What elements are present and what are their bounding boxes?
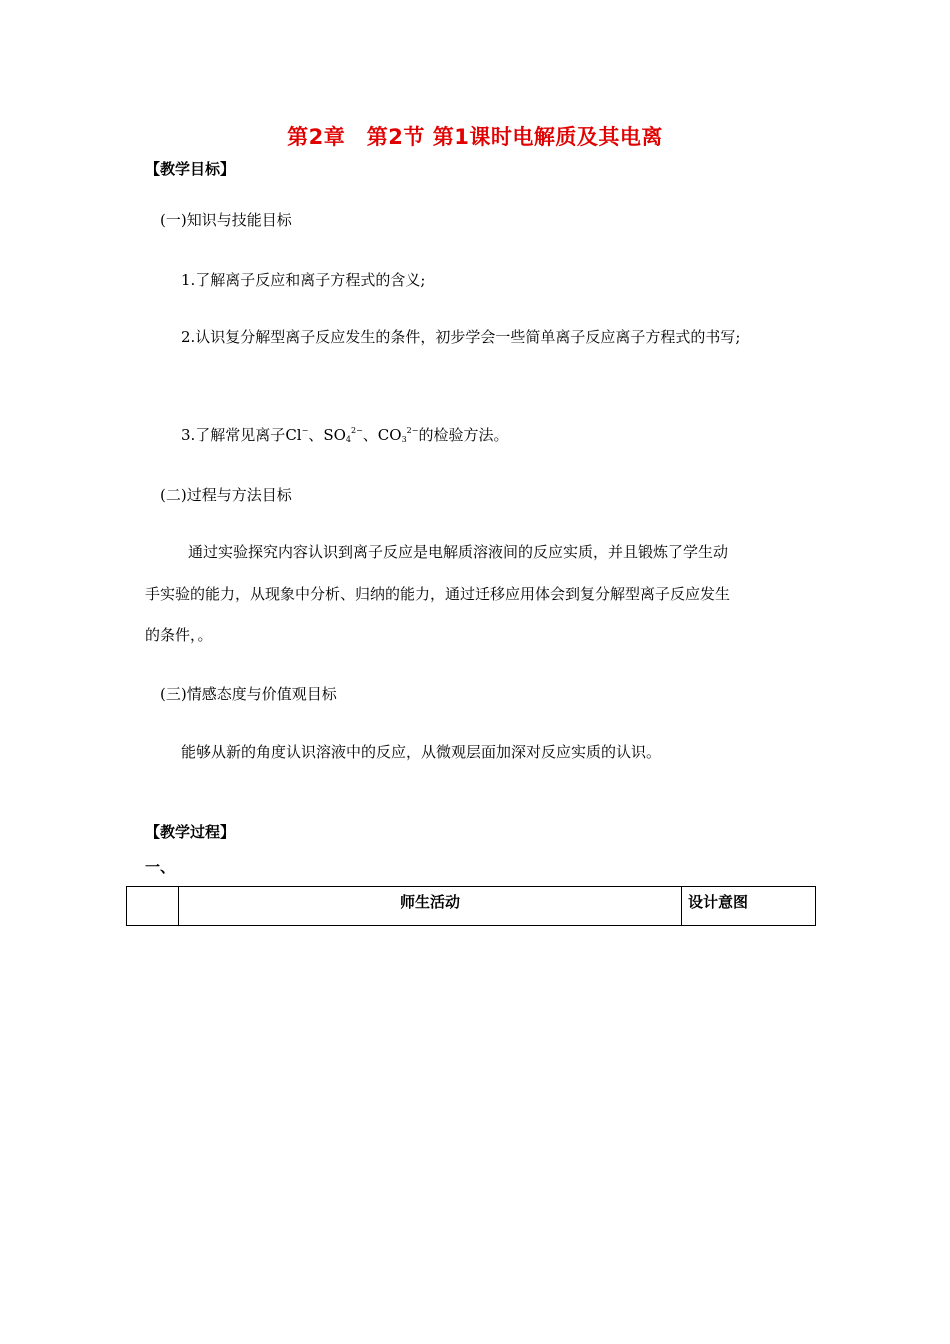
emotion-values-label: (三)情感态度与价值观目标 xyxy=(160,685,337,703)
ion-carbonate-subscript: 3 xyxy=(401,435,407,444)
ion-chloride: Cl xyxy=(285,426,302,444)
goal-item-3-prefix: 3.了解常见离子 xyxy=(181,426,286,444)
goal-item-2: 2.认识复分解型离子反应发生的条件，初步学会一些简单离子反应离子方程式的书写; xyxy=(181,328,741,346)
ion-sulfate: SO xyxy=(323,426,346,444)
knowledge-skills-label: (一)知识与技能目标 xyxy=(160,211,292,229)
goal-item-1: 1.了解离子反应和离子方程式的含义; xyxy=(181,271,426,289)
table-header-activities: 师生活动 xyxy=(179,887,682,926)
teaching-goals-heading: 【教学目标】 xyxy=(145,160,236,178)
table-header-design-intent: 设计意图 xyxy=(682,887,816,926)
process-method-line-2: 手实验的能力，从现象中分析、归纳的能力，通过迁移应用体会到复分解型离子反应发生 xyxy=(145,585,731,603)
table-header-cell-empty xyxy=(127,887,179,926)
activity-table xyxy=(126,886,816,926)
goal-item-3 xyxy=(181,425,508,446)
separator: 、 xyxy=(308,426,324,444)
process-method-label: (二)过程与方法目标 xyxy=(160,486,292,504)
ion-carbonate: CO xyxy=(377,426,402,444)
process-method-line-1: 通过实验探究内容认识到离子反应是电解质溶液间的反应实质，并且锻炼了学生动 xyxy=(188,543,729,561)
table-row xyxy=(127,887,816,926)
section-number: 一、 xyxy=(145,858,176,876)
goal-item-3-suffix: 的检验方法。 xyxy=(418,426,509,444)
ion-chloride-charge: − xyxy=(301,426,309,435)
page-title: 第2章 第2节 第1课时电解质及其电离 xyxy=(287,125,663,149)
ion-sulfate-subscript: 4 xyxy=(345,435,351,444)
separator: 、 xyxy=(362,426,378,444)
process-method-line-3: 的条件，。 xyxy=(145,626,213,644)
teaching-process-heading: 【教学过程】 xyxy=(145,823,236,841)
ion-sulfate-charge: 2− xyxy=(350,426,363,435)
ion-carbonate-charge: 2− xyxy=(406,426,419,435)
emotion-values-line-1: 能够从新的角度认识溶液中的反应，从微观层面加深对反应实质的认识。 xyxy=(181,743,662,761)
